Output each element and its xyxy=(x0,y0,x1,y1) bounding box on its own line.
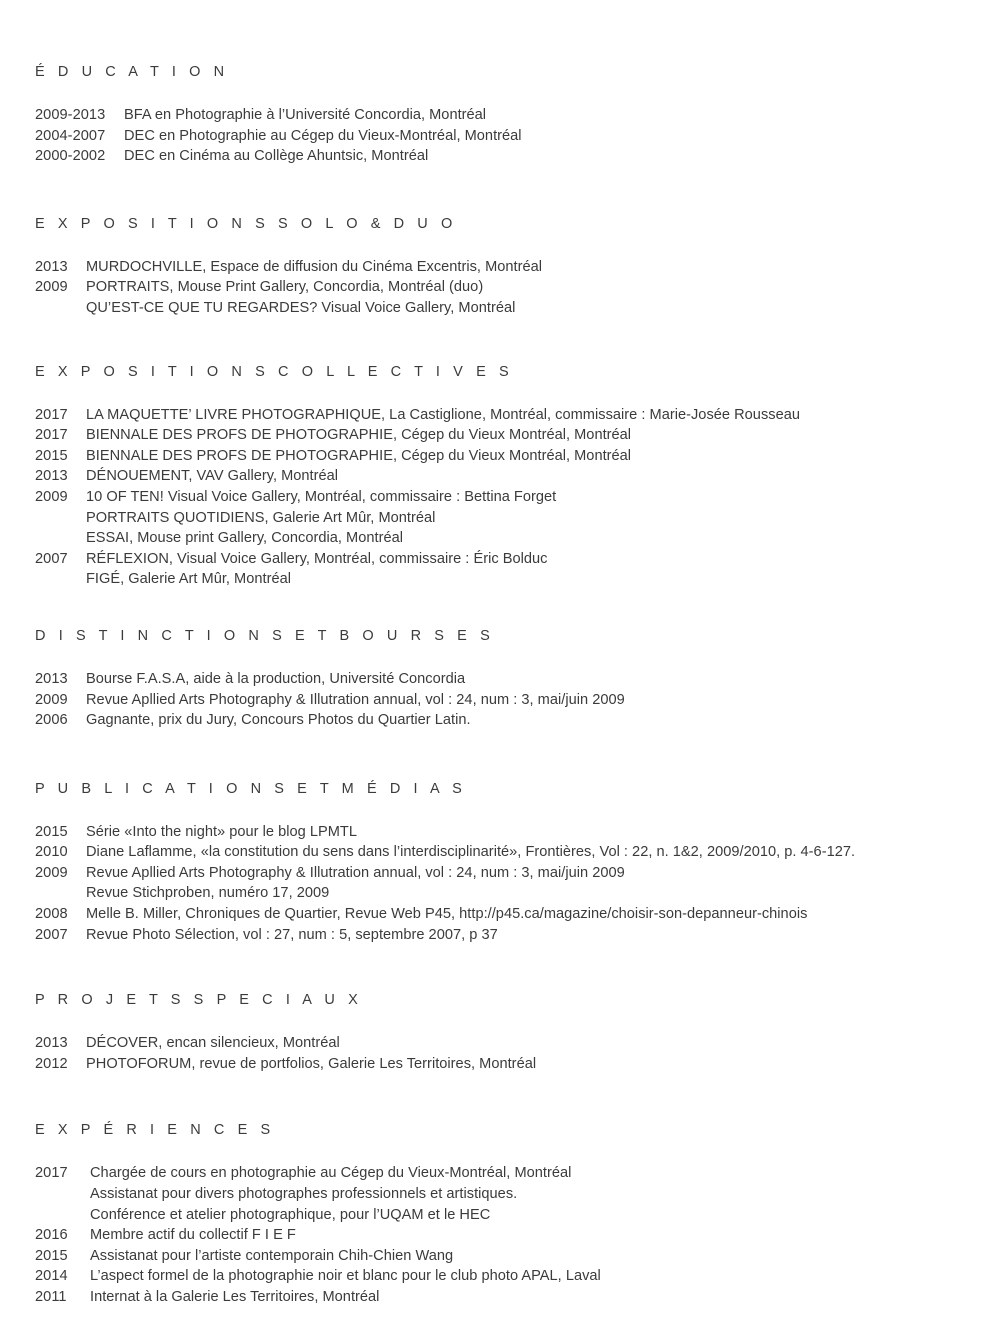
spacer xyxy=(35,319,965,362)
spacer xyxy=(35,1010,965,1033)
section-title-expositions-solo-duo: E X P O S I T I O N S S O L O & D U O xyxy=(35,215,457,232)
spacer xyxy=(35,82,965,105)
section-title-publications-et-medias: P U B L I C A T I O N S E T M É D I A S xyxy=(35,780,467,797)
entry-description: QU’EST-CE QUE TU REGARDES? Visual Voice Gallery, Montréal xyxy=(86,299,516,316)
entry-year: 2008 xyxy=(35,906,68,923)
entry-year: 2009-2013 xyxy=(35,107,106,123)
entry-row xyxy=(35,842,965,863)
spacer xyxy=(35,1140,965,1163)
entry-row xyxy=(35,298,965,319)
entry-row xyxy=(35,508,965,529)
entry-description: BIENNALE DES PROFS DE PHOTOGRAPHIE, Cégep du Vieux Montréal, Montréal xyxy=(86,427,632,444)
section-experiences xyxy=(35,1120,965,1307)
entry-row xyxy=(35,1184,965,1205)
entry-year: 2009 xyxy=(35,279,68,296)
entry-year: 2013 xyxy=(35,670,68,687)
section-expositions-collectives xyxy=(35,362,965,590)
entry-row xyxy=(35,1246,965,1267)
spacer xyxy=(35,646,965,669)
spacer xyxy=(35,167,965,214)
entry-year: 2006 xyxy=(35,712,68,729)
entry-row xyxy=(35,1287,965,1308)
entry-year: 2017 xyxy=(35,427,68,444)
entry-year: 2015 xyxy=(35,823,68,840)
entry-description: DÉNOUEMENT, VAV Gallery, Montréal xyxy=(86,468,339,485)
entry-description: Gagnante, prix du Jury, Concours Photos du Quartier Latin. xyxy=(86,712,471,729)
entry-description: BFA en Photographie à l’Université Concordia, Montréal xyxy=(124,107,487,123)
entry-description: Assistanat pour l’artiste contemporain Chih-Chien Wang xyxy=(90,1247,454,1264)
entry-description: Revue Stichproben, numéro 17, 2009 xyxy=(86,885,330,902)
entry-row xyxy=(35,425,965,446)
entry-year: 2013 xyxy=(35,258,68,275)
entry-description: DEC en Cinéma au Collège Ahuntsic, Montréal xyxy=(124,148,429,165)
entry-description: FIGÉ, Galerie Art Mûr, Montréal xyxy=(86,571,291,588)
entry-list-expositions-solo-duo xyxy=(35,257,965,319)
section-title-education: É D U C A T I O N xyxy=(35,64,229,80)
entry-year: 2009 xyxy=(35,691,68,708)
entry-description: Conférence et atelier photographique, pour l’UQAM et le HEC xyxy=(90,1206,491,1223)
entry-row xyxy=(35,257,965,278)
entry-year: 2012 xyxy=(35,1055,68,1072)
entry-description: BIENNALE DES PROFS DE PHOTOGRAPHIE, Cégep du Vieux Montréal, Montréal xyxy=(86,447,632,464)
entry-description: PORTRAITS QUOTIDIENS, Galerie Art Mûr, Montréal xyxy=(86,509,436,526)
entry-description: Membre actif du collectif F I E F xyxy=(90,1227,296,1244)
entry-row xyxy=(35,277,965,298)
entry-description: Revue Apllied Arts Photography & Illutration annual, vol : 24, num : 3, mai/juin 2009 xyxy=(86,691,625,708)
entry-list-distinctions-et-bourses xyxy=(35,669,965,731)
entry-list-education xyxy=(35,105,965,167)
entry-row xyxy=(35,1266,965,1287)
entry-year: 2015 xyxy=(35,1247,68,1264)
entry-row xyxy=(35,105,965,126)
spacer xyxy=(35,731,965,779)
entry-description: Bourse F.A.S.A, aide à la production, Université Concordia xyxy=(86,670,466,687)
entry-row xyxy=(35,126,965,147)
entry-row xyxy=(35,446,965,467)
entry-year: 2013 xyxy=(35,1035,68,1052)
entry-year: 2004-2007 xyxy=(35,127,106,144)
entry-year: 2009 xyxy=(35,488,68,505)
entry-description: Assistanat pour divers photographes professionnels et artistiques. xyxy=(90,1186,518,1203)
entry-description: DEC en Photographie au Cégep du Vieux-Montréal, Montréal xyxy=(124,127,522,144)
section-title-projets-speciaux: P R O J E T S S P E C I A U X xyxy=(35,992,363,1009)
entry-year: 2011 xyxy=(35,1289,67,1305)
entry-row xyxy=(35,710,965,731)
entry-row xyxy=(35,1054,965,1075)
entry-description: Chargée de cours en photographie au Cégep du Vieux-Montréal, Montréal xyxy=(90,1165,572,1182)
entry-year: 2015 xyxy=(35,447,68,464)
entry-row xyxy=(35,549,965,570)
entry-year: 2013 xyxy=(35,468,68,485)
section-title-distinctions-et-bourses: D I S T I N C T I O N S E T B O U R S E S xyxy=(35,627,495,644)
entry-list-expositions-collectives xyxy=(35,405,965,590)
entry-description: LA MAQUETTE’ LIVRE PHOTOGRAPHIQUE, La Castiglione, Montréal, commissaire : Marie-Josée Rousseau xyxy=(86,406,800,423)
entry-row xyxy=(35,1033,965,1054)
section-title-expositions-collectives: E X P O S I T I O N S C O L L E C T I V E S xyxy=(35,363,514,380)
entry-description: RÉFLEXION, Visual Voice Gallery, Montréal, commissaire : Éric Bolduc xyxy=(86,550,548,567)
spacer xyxy=(35,1074,965,1120)
section-distinctions-et-bourses xyxy=(35,626,965,731)
entry-row xyxy=(35,569,965,590)
entry-year: 2016 xyxy=(35,1227,68,1244)
entry-row xyxy=(35,1225,965,1246)
section-title-experiences: E X P É R I E N C E S xyxy=(35,1122,275,1139)
entry-year: 2000-2002 xyxy=(35,148,106,165)
entry-row xyxy=(35,669,965,690)
entry-row xyxy=(35,528,965,549)
section-education xyxy=(35,62,965,167)
entry-description: Melle B. Miller, Chroniques de Quartier, Revue Web P45, http://p45.ca/magazine/choisir-son-depanneur-chinois xyxy=(86,906,808,923)
entry-year: 2014 xyxy=(35,1268,68,1285)
entry-description: 10 OF TEN! Visual Voice Gallery, Montréal, commissaire : Bettina Forget xyxy=(86,488,557,505)
entry-description: Série «Into the night» pour le blog LPMTL xyxy=(86,823,357,840)
entry-description: DÉCOVER, encan silencieux, Montréal xyxy=(86,1035,340,1052)
entry-row xyxy=(35,466,965,487)
cv-content xyxy=(35,62,965,1308)
entry-row xyxy=(35,405,965,426)
entry-row xyxy=(35,863,965,884)
entry-year: 2017 xyxy=(35,1165,68,1182)
entry-description: Internat à la Galerie Les Territoires, Montréal xyxy=(90,1289,380,1305)
entry-row xyxy=(35,883,965,904)
entry-description: MURDOCHVILLE, Espace de diffusion du Cinéma Excentris, Montréal xyxy=(86,258,543,275)
entry-row xyxy=(35,487,965,508)
entry-description: L’aspect formel de la photographie noir et blanc pour le club photo APAL, Laval xyxy=(90,1268,601,1285)
entry-row xyxy=(35,146,965,167)
section-expositions-solo-duo xyxy=(35,214,965,319)
spacer xyxy=(35,382,965,405)
entry-list-publications-et-medias xyxy=(35,822,965,946)
entry-row xyxy=(35,822,965,843)
entry-description: PORTRAITS, Mouse Print Gallery, Concordia, Montréal (duo) xyxy=(86,279,484,296)
entry-row xyxy=(35,904,965,925)
entry-row xyxy=(35,1205,965,1226)
spacer xyxy=(35,234,965,257)
entry-list-experiences xyxy=(35,1163,965,1307)
entry-description: PHOTOFORUM, revue de portfolios, Galerie Les Territoires, Montréal xyxy=(86,1055,537,1072)
entry-description: Diane Laflamme, «la constitution du sens dans l’interdisciplinarité», Frontières, Vol : 22, n. 1&2, 2009/2010, p. 4-6-127. xyxy=(86,844,856,861)
entry-list-projets-speciaux xyxy=(35,1033,965,1074)
spacer xyxy=(35,590,965,626)
section-publications-et-medias xyxy=(35,779,965,946)
entry-year: 2009 xyxy=(35,864,68,881)
entry-year: 2007 xyxy=(35,550,68,567)
entry-row xyxy=(35,1163,965,1184)
entry-description: Revue Apllied Arts Photography & Illutration annual, vol : 24, num : 3, mai/juin 2009 xyxy=(86,864,625,881)
entry-year: 2017 xyxy=(35,406,68,423)
entry-row xyxy=(35,925,965,946)
spacer xyxy=(35,799,965,822)
entry-description: Revue Photo Sélection, vol : 27, num : 5, septembre 2007, p 37 xyxy=(86,926,498,943)
entry-description: ESSAI, Mouse print Gallery, Concordia, Montréal xyxy=(86,530,403,547)
entry-row xyxy=(35,690,965,711)
entry-year: 2007 xyxy=(35,926,68,943)
section-projets-speciaux xyxy=(35,990,965,1074)
spacer xyxy=(35,945,965,990)
entry-year: 2010 xyxy=(35,844,68,861)
